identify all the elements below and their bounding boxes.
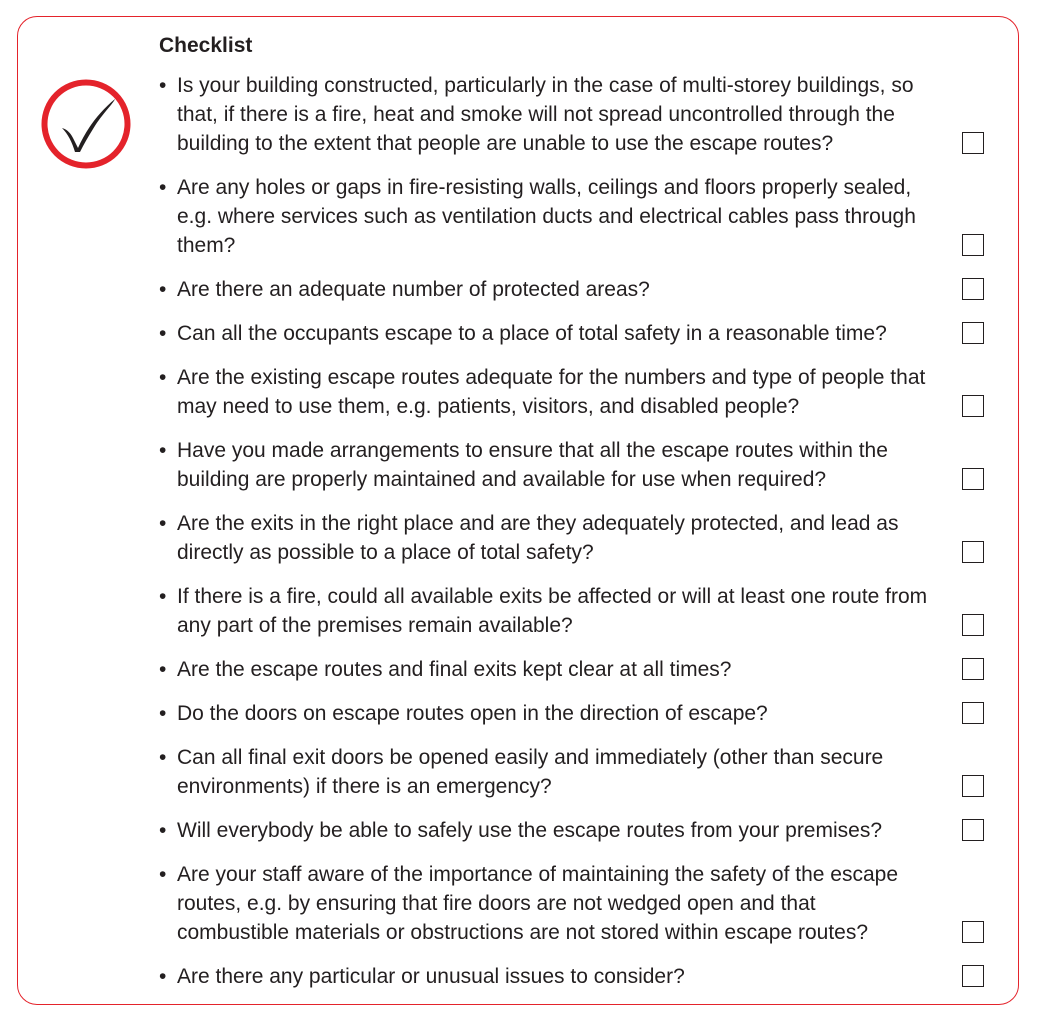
checklist-item [159,319,989,348]
bullet-point: • [159,965,167,988]
checklist-item [159,363,989,421]
checklist-checkbox[interactable] [962,965,984,987]
checklist-item-text: Are the escape routes and final exits kept clear at all times? [177,658,732,681]
checklist-item [159,699,989,728]
checklist-item-text: Is your building constructed, particularly in the case of multi-storey buildings, so that, if there is a fire, heat and smoke will not spread uncontrolled through the building to the extent that people are unable to use the escape routes? [177,74,914,155]
checklist-item-text: Will everybody be able to safely use the escape routes from your premises? [177,819,883,842]
checklist-items [159,71,989,1006]
checklist-item [159,582,989,640]
checklist-item [159,816,989,845]
bullet-point: • [159,512,167,535]
checklist-checkbox[interactable] [962,234,984,256]
checklist-item-text: Have you made arrangements to ensure that all the escape routes within the building are properly maintained and available for use when required? [177,439,888,491]
checklist-item-text: If there is a fire, could all available exits be affected or will at least one route from any part of the premises remain available? [177,585,928,637]
checklist-item-text: Are the existing escape routes adequate for the numbers and type of people that may need to use them, e.g. patients, visitors, and disabled people? [177,366,926,418]
checklist-checkbox[interactable] [962,775,984,797]
checklist-item-text: Are the exits in the right place and are they adequately protected, and lead as directly as possible to a place of total safety? [177,512,899,564]
checklist-item [159,962,989,991]
checklist-item [159,173,989,260]
checklist-item-text: Do the doors on escape routes open in the direction of escape? [177,702,768,725]
checklist-checkbox[interactable] [962,541,984,563]
checklist-item [159,509,989,567]
checklist-checkbox[interactable] [962,819,984,841]
checklist-item-text: Are any holes or gaps in fire-resisting walls, ceilings and floors properly sealed, e.g. where services such as ventilation ducts and electrical cables pass through them? [177,176,916,257]
bullet-point: • [159,658,167,681]
checklist-item [159,275,989,304]
checklist-item-text: Are there any particular or unusual issues to consider? [177,965,685,988]
checklist-checkbox[interactable] [962,132,984,154]
checklist-item [159,436,989,494]
checklist-item-text: Are there an adequate number of protected areas? [177,278,650,301]
checklist-item-text: Can all the occupants escape to a place of total safety in a reasonable time? [177,322,887,345]
checklist-checkbox[interactable] [962,278,984,300]
bullet-point: • [159,176,167,199]
checklist-checkbox[interactable] [962,702,984,724]
bullet-point: • [159,278,167,301]
checklist-checkbox[interactable] [962,921,984,943]
checklist-item [159,71,989,158]
checklist-checkbox[interactable] [962,658,984,680]
checklist-checkbox[interactable] [962,395,984,417]
bullet-point: • [159,863,167,886]
bullet-point: • [159,74,167,97]
bullet-point: • [159,322,167,345]
bullet-point: • [159,819,167,842]
checklist-checkbox[interactable] [962,322,984,344]
bullet-point: • [159,746,167,769]
checklist-checkbox[interactable] [962,468,984,490]
checklist-title: Checklist [159,34,253,57]
checklist-checkbox[interactable] [962,614,984,636]
bullet-point: • [159,702,167,725]
bullet-point: • [159,585,167,608]
checklist-item [159,655,989,684]
checklist-item-text: Are your staff aware of the importance of maintaining the safety of the escape routes, e.g. by ensuring that fire doors are not wedged open and that combustible materials or obstructions are not stored within escape routes? [177,863,899,944]
checklist-item-text: Can all final exit doors be opened easily and immediately (other than secure environments) if there is an emergency? [177,746,884,798]
bullet-point: • [159,366,167,389]
bullet-point: • [159,439,167,462]
checklist-item [159,860,989,947]
checkmark-circle-icon [40,78,132,170]
checklist-item [159,743,989,801]
